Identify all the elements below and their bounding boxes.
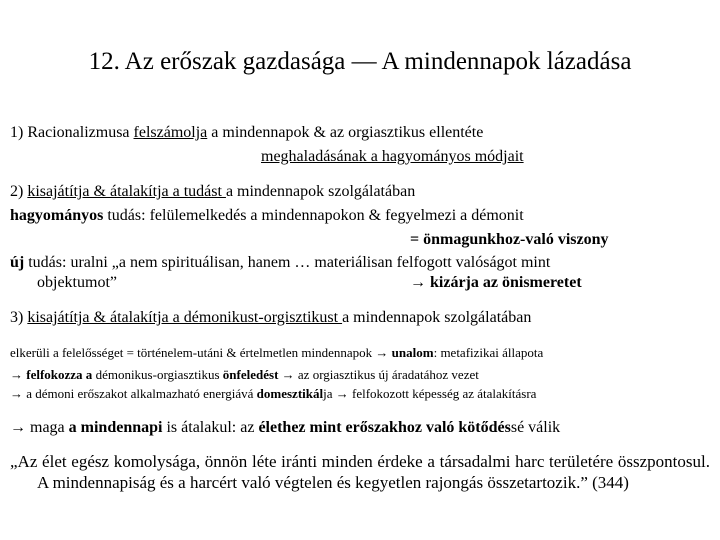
text: a mindennapok & az orgiasztikus ellentéte bbox=[207, 124, 484, 141]
new-knowledge bbox=[10, 253, 550, 273]
arrow: → bbox=[410, 274, 430, 291]
text: → bbox=[10, 367, 27, 382]
text: ja → felfokozott képesség az átalakításra bbox=[323, 386, 537, 401]
underlined-text: kisajátítja & átalakítja a démonikust-orgisztikust bbox=[27, 309, 343, 326]
point-3 bbox=[10, 308, 531, 328]
text: 2) bbox=[10, 183, 28, 200]
text: tudás: felülemelkedés a mindennapokon & fegyelmezi a démonit bbox=[103, 207, 524, 224]
excludes-self-knowledge bbox=[410, 273, 582, 293]
text: sé válik bbox=[510, 419, 561, 436]
self-relation bbox=[410, 230, 608, 250]
text: → az orgiasztikus új áradatához vezet bbox=[278, 367, 479, 382]
slide-title: 12. Az erőszak gazdasága — A mindennapok lázadása bbox=[88, 48, 632, 75]
sub-line-1 bbox=[10, 344, 543, 361]
text: elkerüli a felelősséget = történelem-utáni & értelmetlen mindennapok → bbox=[10, 345, 392, 360]
bold-text: élethez mint erőszakhoz való kötődés bbox=[258, 419, 511, 436]
text: a mindennapok szolgálatában bbox=[225, 183, 416, 200]
point-1 bbox=[10, 123, 483, 143]
bold-text: unalom bbox=[391, 345, 434, 360]
bold-text: a mindennapi bbox=[68, 419, 163, 436]
bold-text: kizárja az önismeretet bbox=[430, 274, 582, 291]
bold-text: önfeledést bbox=[222, 367, 279, 382]
point-1-cont: meghaladásának a hagyományos módjait bbox=[261, 148, 524, 165]
traditional-knowledge bbox=[10, 206, 524, 226]
point-2 bbox=[10, 182, 415, 202]
new-knowledge-cont: objektumot” bbox=[37, 274, 117, 291]
text: is átalakul: az bbox=[162, 419, 259, 436]
text: → a démoni erőszakot alkalmazható energiává bbox=[10, 386, 257, 401]
text: → maga bbox=[10, 419, 69, 436]
text: tudás: uralni „a nem spirituálisan, hanem … materiálisan felfogott valóságot mint bbox=[24, 254, 551, 271]
text: 1) Racionalizmusa bbox=[10, 124, 134, 141]
bold-text: felfokozza a bbox=[26, 367, 93, 382]
sub-line-3 bbox=[10, 385, 536, 402]
sub-line-2 bbox=[10, 366, 479, 383]
bold-text: = önmagunkhoz-való viszony bbox=[410, 231, 609, 248]
text: a mindennapok szolgálatában bbox=[342, 309, 532, 326]
conclusion bbox=[10, 418, 560, 438]
text: : metafizikai állapota bbox=[433, 345, 544, 360]
underlined-text: kisajátítja & átalakítja a tudást bbox=[27, 183, 226, 200]
bold-text: hagyományos bbox=[10, 207, 104, 224]
bold-text: domesztikál bbox=[256, 386, 324, 401]
quote: „Az élet egész komolysága, önnön léte iránti minden érdeke a társadalmi harc területére összpontosul. A mindennapiság és a harcért való végtelen és kegyetlen rajongás összetartozik.” (344) bbox=[10, 452, 710, 492]
text: démonikus-orgiasztikus bbox=[92, 367, 223, 382]
text: 3) bbox=[10, 309, 28, 326]
underlined-text: felszámolja bbox=[133, 124, 208, 141]
bold-text: új bbox=[10, 254, 25, 271]
